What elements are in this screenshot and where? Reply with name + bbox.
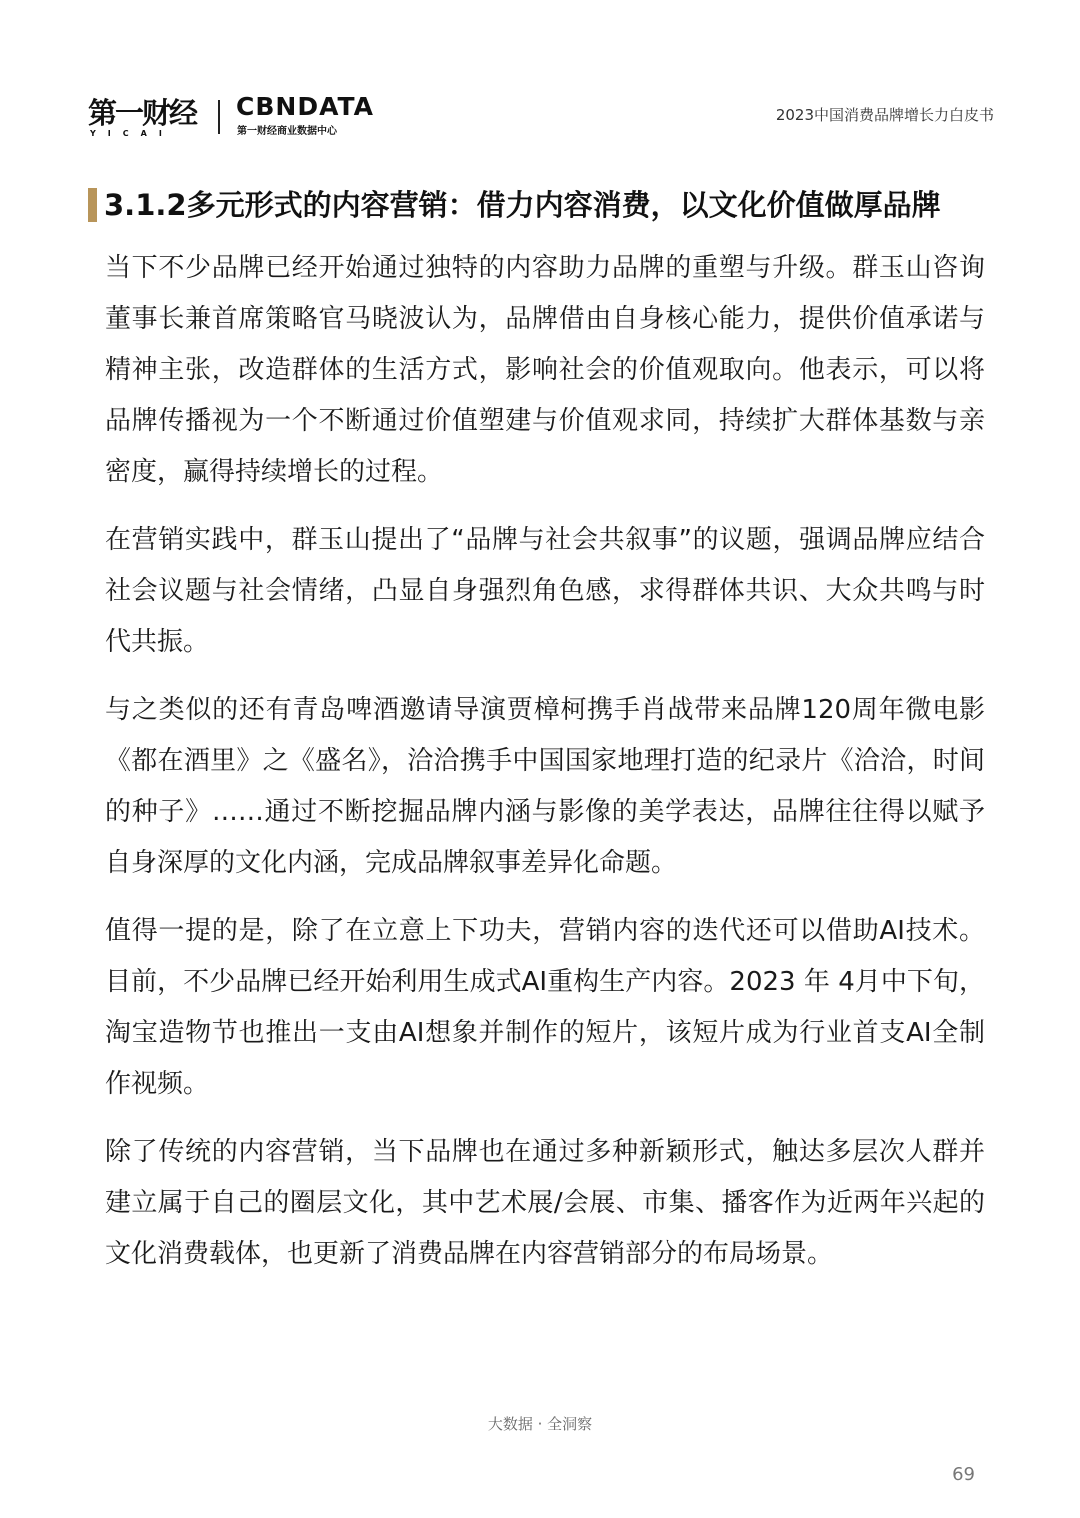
paragraph: 值得一提的是，除了在立意上下功夫，营销内容的迭代还可以借助AI技术。目前，不少品牌已经开始利用生成式AI重构生产内容。2023 年 4月中下旬，淘宝造物节也推出一支由AI想象并制作的短片，该短片成为行业首支AI全制作视频。 (105, 916, 985, 1099)
yicai-logo-en: YICAI (90, 129, 174, 138)
footer-slogan: 大数据 · 全洞察 (487, 1415, 593, 1433)
paragraph: 与之类似的还有青岛啤酒邀请导演贾樟柯携手肖战带来品牌120周年微电影《都在酒里》之《盛名》，洽洽携手中国国家地理打造的纪录片《洽洽，时间的种子》……通过不断挖掘品牌内涵与影像的美学表达，品牌往往得以赋予自身深厚的文化内涵，完成品牌叙事差异化命题。 (105, 695, 985, 878)
section-heading-text: 3.1.2多元形式的内容营销：借力内容消费，以文化价值做厚品牌 (104, 188, 941, 222)
logo-divider (218, 100, 220, 134)
cbndata-logo-sub: 第一财经商业数据中心 (237, 126, 337, 137)
cbndata-logo (236, 92, 376, 140)
paragraph: 除了传统的内容营销，当下品牌也在通过多种新颖形式，触达多层次人群并建立属于自己的圈层文化，其中艺术展/会展、市集、播客作为近两年兴起的文化消费载体，也更新了消费品牌在内容营销部分的布局场景。 (105, 1137, 985, 1269)
section-heading (88, 182, 1008, 228)
page-header (0, 0, 1080, 150)
document-title: 2023中国消费品牌增长力白皮书 (775, 106, 994, 124)
heading-accent-bar (88, 188, 97, 222)
cbndata-logo-brand: CBNDATA (236, 92, 374, 121)
yicai-logo (88, 96, 210, 142)
body-content (105, 243, 985, 1297)
page-number: 69 (952, 1464, 975, 1485)
paragraph: 在营销实践中，群玉山提出了“品牌与社会共叙事”的议题，强调品牌应结合社会议题与社会情绪，凸显自身强烈角色感，求得群体共识、大众共鸣与时代共振。 (105, 525, 985, 657)
paragraph: 当下不少品牌已经开始通过独特的内容助力品牌的重塑与升级。群玉山咨询董事长兼首席策略官马晓波认为，品牌借由自身核心能力，提供价值承诺与精神主张，改造群体的生活方式，影响社会的价值观取向。他表示，可以将品牌传播视为一个不断通过价值塑建与价值观求同，持续扩大群体基数与亲密度，赢得持续增长的过程。 (105, 253, 985, 487)
yicai-logo-cn: 第一财经 (88, 96, 197, 130)
